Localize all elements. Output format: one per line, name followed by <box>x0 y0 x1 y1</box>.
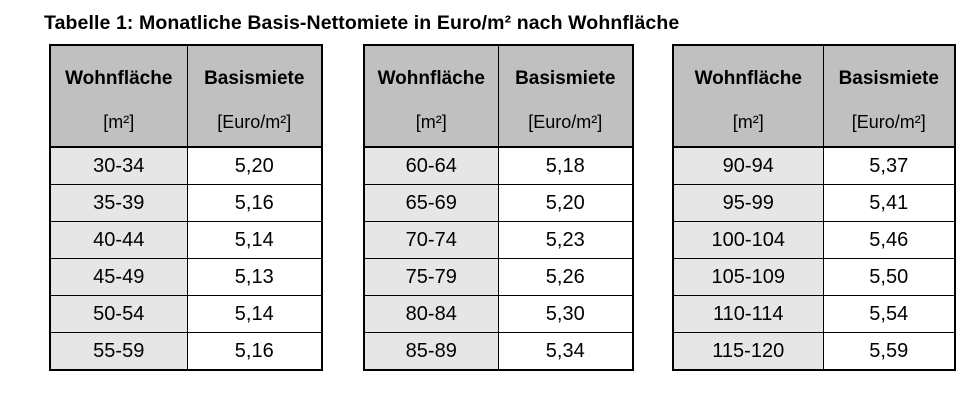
header-area-label: Wohnfläche <box>364 45 498 112</box>
table-title: Tabelle 1: Monatliche Basis-Nettomiete in Euro/m² nach Wohnfläche <box>44 12 680 34</box>
rent-cell: 5,14 <box>187 296 322 333</box>
rent-cell: 5,34 <box>498 333 633 371</box>
table-row <box>50 222 322 259</box>
table-row <box>673 147 955 185</box>
rent-cell: 5,41 <box>823 185 955 222</box>
table-row <box>50 185 322 222</box>
table-row <box>50 333 322 371</box>
table-row <box>364 259 633 296</box>
table-row <box>364 296 633 333</box>
table-row <box>673 333 955 371</box>
header-rent-unit: [Euro/m²] <box>187 112 322 147</box>
header-area-label: Wohnfläche <box>50 45 187 112</box>
table-row <box>364 147 633 185</box>
table-row <box>364 185 633 222</box>
rent-cell: 5,46 <box>823 222 955 259</box>
area-cell: 45-49 <box>50 259 187 296</box>
area-cell: 90-94 <box>673 147 823 185</box>
area-cell: 85-89 <box>364 333 498 371</box>
header-rent-unit: [Euro/m²] <box>498 112 633 147</box>
rent-cell: 5,20 <box>498 185 633 222</box>
rent-cell: 5,13 <box>187 259 322 296</box>
area-cell: 65-69 <box>364 185 498 222</box>
table-row <box>673 296 955 333</box>
area-cell: 95-99 <box>673 185 823 222</box>
area-cell: 30-34 <box>50 147 187 185</box>
table-row <box>673 185 955 222</box>
header-area-label: Wohnfläche <box>673 45 823 112</box>
table-row <box>50 296 322 333</box>
area-cell: 110-114 <box>673 296 823 333</box>
header-rent-label: Basismiete <box>498 45 633 112</box>
table-row <box>50 259 322 296</box>
area-cell: 50-54 <box>50 296 187 333</box>
table-row <box>673 259 955 296</box>
area-cell: 75-79 <box>364 259 498 296</box>
rent-cell: 5,14 <box>187 222 322 259</box>
rent-table-3 <box>672 44 956 371</box>
rent-cell: 5,20 <box>187 147 322 185</box>
area-cell: 100-104 <box>673 222 823 259</box>
rent-cell: 5,59 <box>823 333 955 371</box>
table-row <box>50 147 322 185</box>
area-cell: 105-109 <box>673 259 823 296</box>
header-area-unit: [m²] <box>364 112 498 147</box>
area-cell: 55-59 <box>50 333 187 371</box>
rent-cell: 5,23 <box>498 222 633 259</box>
rent-cell: 5,18 <box>498 147 633 185</box>
area-cell: 60-64 <box>364 147 498 185</box>
rent-table-1 <box>49 44 323 371</box>
header-area-unit: [m²] <box>673 112 823 147</box>
rent-cell: 5,16 <box>187 333 322 371</box>
area-cell: 115-120 <box>673 333 823 371</box>
table-row <box>364 222 633 259</box>
area-cell: 35-39 <box>50 185 187 222</box>
header-rent-label: Basismiete <box>187 45 322 112</box>
header-area-unit: [m²] <box>50 112 187 147</box>
header-rent-label: Basismiete <box>823 45 955 112</box>
table-row <box>364 333 633 371</box>
area-cell: 40-44 <box>50 222 187 259</box>
header-rent-unit: [Euro/m²] <box>823 112 955 147</box>
rent-cell: 5,50 <box>823 259 955 296</box>
table-row <box>673 222 955 259</box>
area-cell: 80-84 <box>364 296 498 333</box>
rent-cell: 5,54 <box>823 296 955 333</box>
rent-table-2 <box>363 44 634 371</box>
rent-cell: 5,30 <box>498 296 633 333</box>
rent-cell: 5,37 <box>823 147 955 185</box>
area-cell: 70-74 <box>364 222 498 259</box>
rent-cell: 5,16 <box>187 185 322 222</box>
rent-cell: 5,26 <box>498 259 633 296</box>
